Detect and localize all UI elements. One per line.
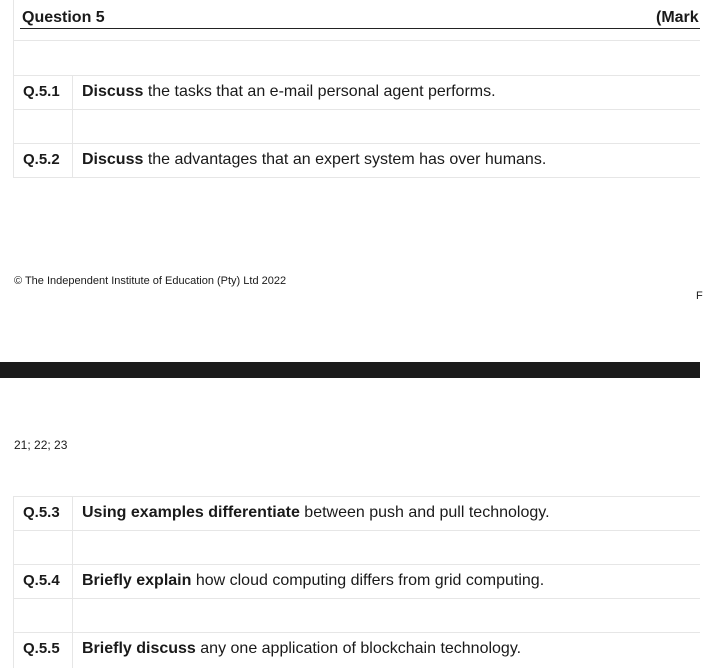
question-number: Q.5.3 — [23, 504, 60, 521]
copyright-footer: © The Independent Institute of Education (Pty) Ltd 2022 — [14, 275, 287, 287]
question-row — [0, 564, 700, 598]
question-row — [0, 75, 700, 109]
question-text — [82, 151, 546, 169]
heading-underline — [20, 28, 700, 29]
question-number: Q.5.2 — [23, 151, 60, 168]
question-body: the advantages that an expert system has over humans. — [143, 151, 547, 168]
question-verb: Briefly explain — [82, 572, 192, 589]
table-line — [13, 40, 700, 41]
question-text — [82, 640, 521, 658]
question-text — [82, 504, 550, 522]
question-verb: Discuss — [82, 151, 144, 168]
question-body: between push and pull technology. — [299, 504, 550, 521]
question-number: Q.5.5 — [23, 640, 60, 657]
section-heading: Question 5 — [22, 9, 105, 26]
question-row — [0, 143, 700, 177]
question-verb: Discuss — [82, 83, 144, 100]
question-text — [82, 83, 496, 101]
table-line — [13, 598, 700, 599]
marks-label: (Mark — [656, 9, 699, 26]
question-text — [82, 572, 544, 590]
page-numbers: 21; 22; 23 — [14, 438, 68, 452]
question-verb: Briefly discuss — [82, 640, 196, 657]
question-body: how cloud computing differs from grid computing. — [191, 572, 545, 589]
question-row — [0, 632, 700, 666]
table-line — [13, 530, 700, 531]
question-verb: Using examples differentiate — [82, 504, 300, 521]
table-line — [13, 109, 700, 110]
table-line — [13, 177, 700, 178]
question-body: the tasks that an e-mail personal agent performs. — [143, 83, 496, 100]
question-number: Q.5.4 — [23, 572, 60, 589]
question-row — [0, 496, 700, 530]
question-number: Q.5.1 — [23, 83, 60, 100]
question-body: any one application of blockchain technology. — [195, 640, 522, 657]
page-edge-mark: F — [696, 290, 703, 302]
page-divider — [0, 362, 700, 378]
